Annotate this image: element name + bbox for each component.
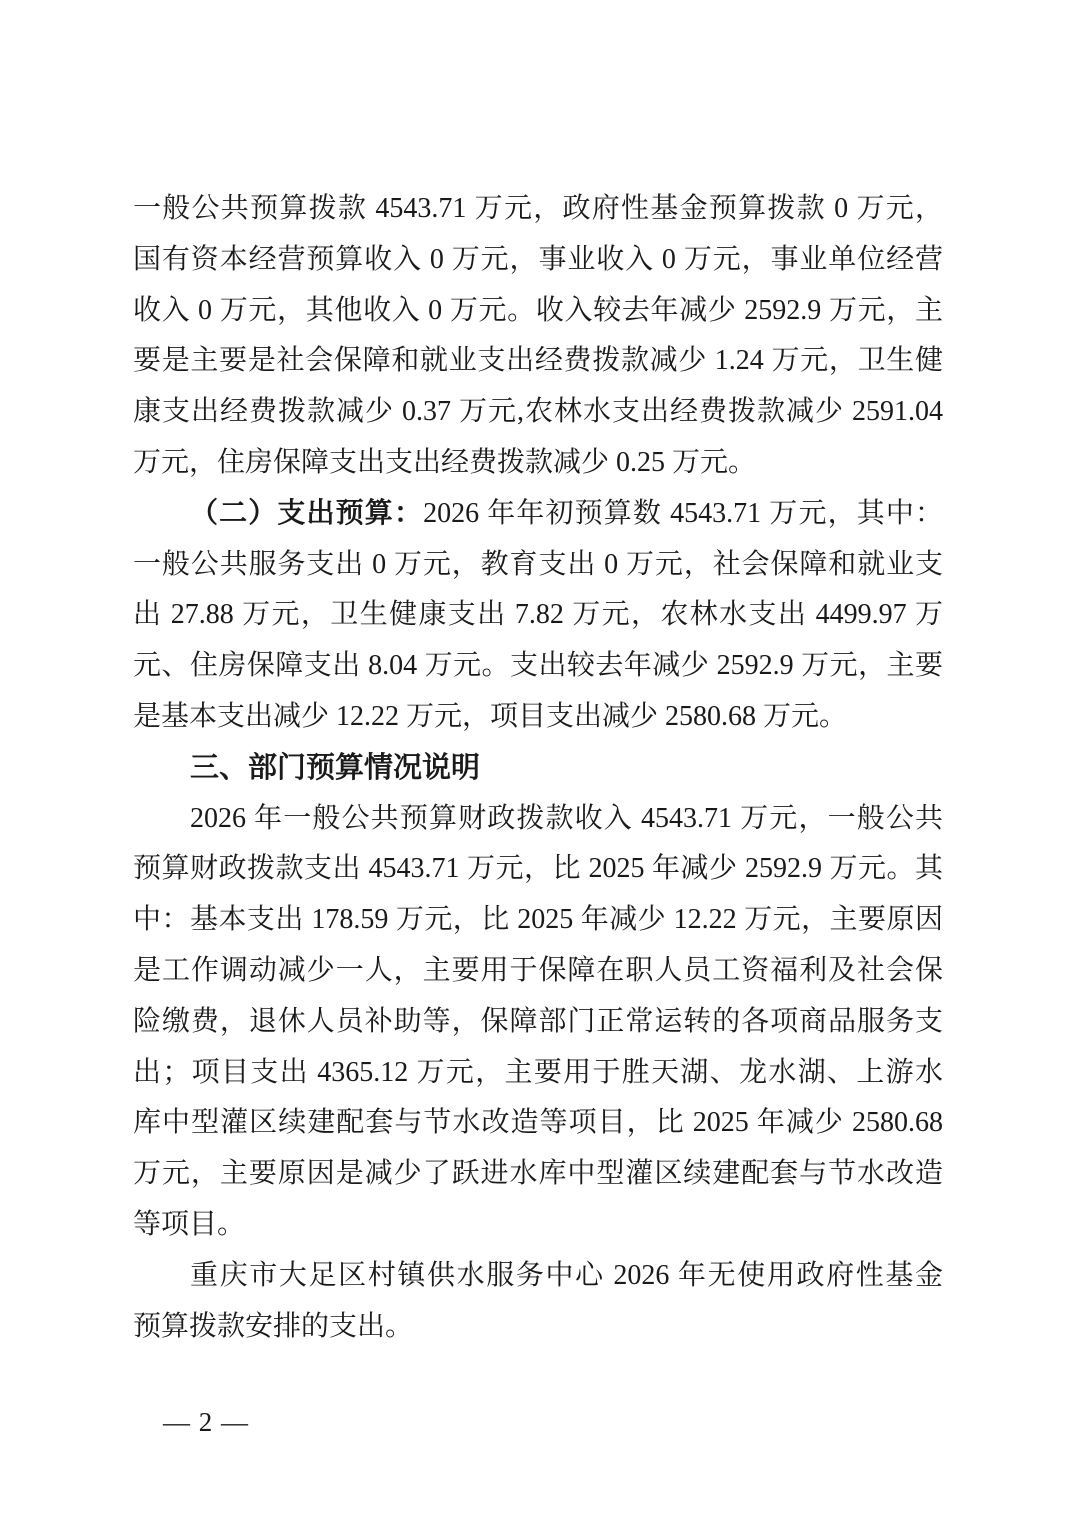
body-text-line: 险缴费，退休人员补助等，保障部门正常运转的各项商品服务支	[133, 1005, 943, 1037]
body-text-line: 国有资本经营预算收入 0 万元，事业收入 0 万元，事业单位经营	[133, 243, 943, 275]
body-text-line: 万元，主要原因是减少了跃进水库中型灌区续建配套与节水改造	[133, 1158, 943, 1190]
body-text-line: 万元，住房保障支出支出经费拨款减少 0.25 万元。	[133, 446, 757, 478]
body-text-line: 库中型灌区续建配套与节水改造等项目，比 2025 年减少 2580.68	[133, 1107, 943, 1139]
body-text-line: 出；项目支出 4365.12 万元，主要用于胜天湖、龙水湖、上游水	[133, 1056, 943, 1088]
body-text-line: 是基本支出减少 12.22 万元，项目支出减少 2580.68 万元。	[133, 700, 848, 732]
subsection-label: （二）支出预算：	[190, 497, 424, 529]
document-body	[133, 184, 943, 1352]
body-text-span: 2026 年年初预算数 4543.71 万元，其中：	[423, 497, 943, 529]
body-text-line: 出 27.88 万元，卫生健康支出 7.82 万元，农林水支出 4499.97 万	[133, 599, 943, 631]
section-heading: 三、部门预算情况说明	[190, 751, 481, 784]
body-text-line: 2026 年一般公共预算财政拨款收入 4543.71 万元，一般公共	[190, 802, 943, 834]
body-text-line: 中：基本支出 178.59 万元，比 2025 年减少 12.22 万元，主要原因	[133, 904, 943, 936]
body-text-line: 收入 0 万元，其他收入 0 万元。收入较去年减少 2592.9 万元，主	[133, 294, 943, 326]
body-text-line: 等项目。	[133, 1208, 246, 1240]
body-text-line: 预算财政拨款支出 4543.71 万元，比 2025 年减少 2592.9 万元。其	[133, 853, 943, 885]
body-text-line: 一般公共服务支出 0 万元，教育支出 0 万元，社会保障和就业支	[133, 548, 943, 580]
body-text-line	[133, 489, 943, 540]
body-text-line: 一般公共预算拨款 4543.71 万元，政府性基金预算拨款 0 万元，	[133, 193, 943, 224]
body-text-line: 元、住房保障支出 8.04 万元。支出较去年减少 2592.9 万元，主要	[133, 650, 943, 682]
body-text-line: 康支出经费拨款减少 0.37 万元,农林水支出经费拨款减少 2591.04	[133, 396, 943, 428]
page-number: — 2 —	[163, 1407, 249, 1437]
body-text-line: 是工作调动减少一人，主要用于保障在职人员工资福利及社会保	[133, 954, 943, 986]
body-text-line: 重庆市大足区村镇供水服务中心 2026 年无使用政府性基金	[190, 1259, 943, 1291]
body-text-line: 要是主要是社会保障和就业支出经费拨款减少 1.24 万元，卫生健	[133, 345, 943, 377]
body-text-line: 预算拨款安排的支出。	[133, 1310, 414, 1342]
